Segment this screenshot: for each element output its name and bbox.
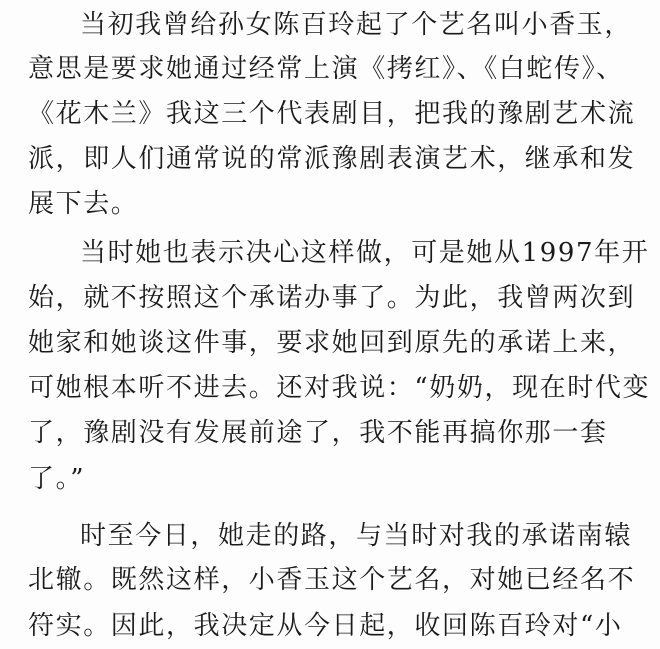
text-line: 北辙。既然这样，小香玉这个艺名，对她已经名不 — [28, 565, 636, 595]
text-line: 意思是要求她通过经常上演《拷红》、《白蛇传》、 — [28, 54, 624, 84]
text-line: 当初我曾给孙女陈百玲起了个艺名叫小香玉， — [80, 10, 633, 40]
text-line: 当时她也表示决心这样做，可是她从1997年开 — [80, 238, 650, 268]
text-line: 时至今日，她走的路，与当时对我的承诺南辕 — [80, 521, 633, 551]
text-line: 始，就不按照这个承诺办事了。为此，我曾两次到 — [28, 283, 636, 313]
text-line: 了。” — [28, 464, 86, 494]
text-line: 展下去。 — [28, 189, 139, 219]
text-line: 了，豫剧没有发展前途了，我不能再搞你那一套 — [28, 418, 608, 448]
text-line: 《花木兰》我这三个代表剧目，把我的豫剧艺术流 — [28, 99, 636, 129]
text-line: 她家和她谈这件事，要求她回到原先的承诺上来， — [28, 328, 636, 358]
text-line: 符实。因此，我决定从今日起，收回陈百玲对“小 — [28, 611, 623, 641]
text-line: 派，即人们通常说的常派豫剧表演艺术，继承和发 — [28, 144, 636, 174]
text-line: 可她根本听不进去。还对我说：“奶奶，现在时代变 — [28, 373, 651, 403]
